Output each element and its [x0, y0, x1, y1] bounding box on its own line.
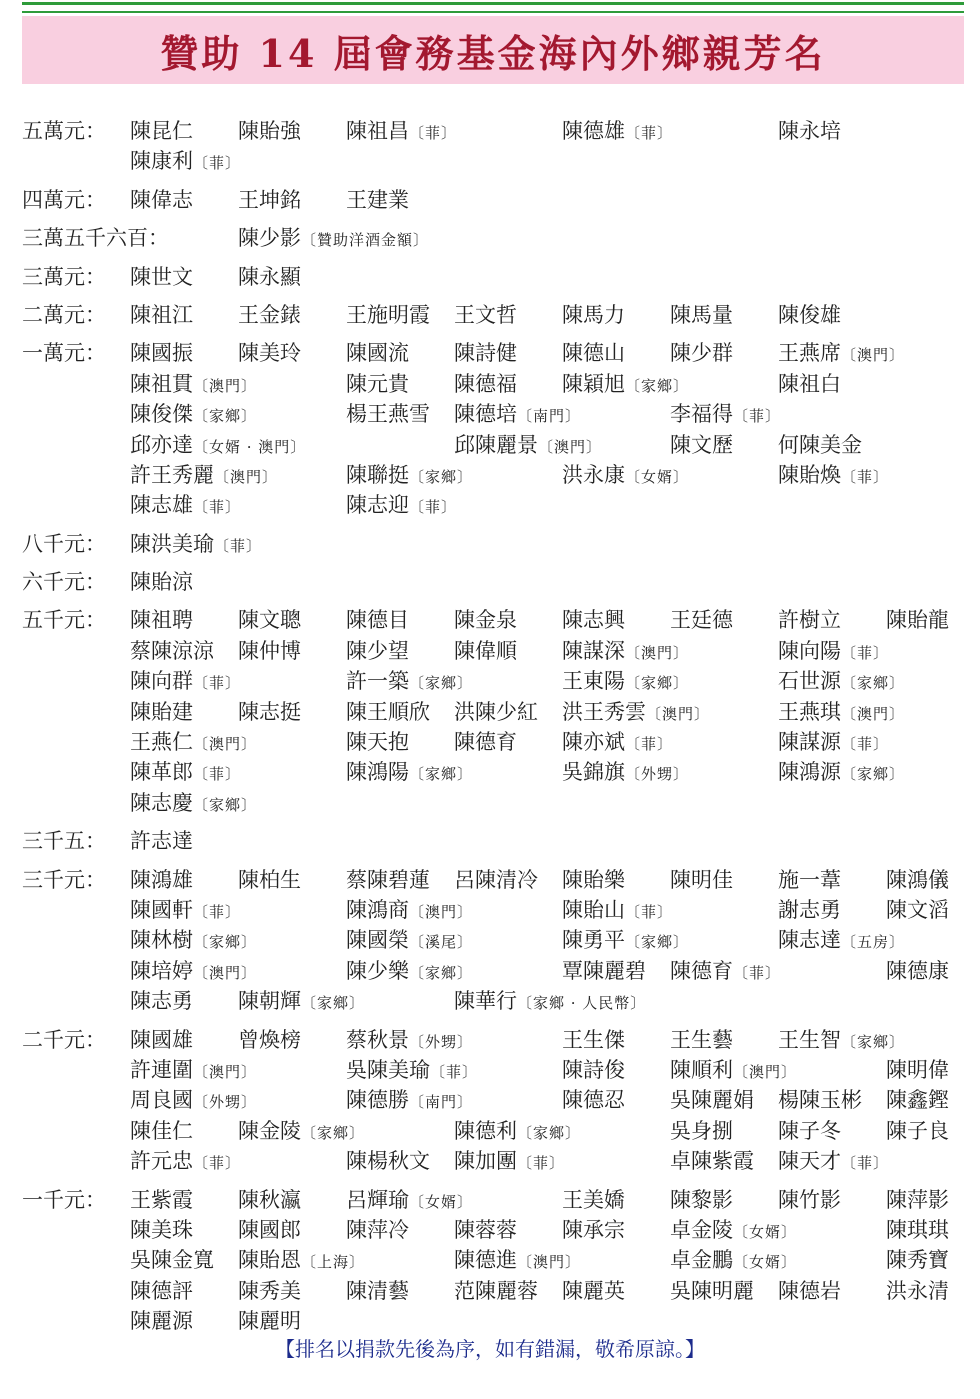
donor-name: 謝志勇 [778, 897, 841, 922]
donor-note: 〔澳門〕 [193, 963, 258, 982]
donor-name: 陳德岩 [778, 1278, 841, 1303]
donor-row [130, 788, 970, 818]
donor-name: 陳金陵〔家鄉〕 [238, 1118, 366, 1143]
donor-name: 王生傑 [562, 1027, 625, 1052]
donor-name: 陳祖白 [778, 371, 841, 396]
donor-name: 陳黎影 [670, 1187, 733, 1212]
donor-name: 洪陳少紅 [454, 699, 538, 724]
donor-name: 陳林樹〔家鄉〕 [130, 928, 258, 953]
donor-name: 陳德育〔菲〕 [670, 958, 782, 983]
donor-name: 許元忠〔菲〕 [130, 1149, 242, 1174]
donor-name: 蔡陳涼涼 [130, 638, 214, 663]
donor-row [130, 1146, 970, 1176]
donor-note: 〔澳門〕 [625, 643, 690, 662]
donor-name: 王美嬌 [562, 1187, 625, 1212]
donor-name: 陳培婷〔澳門〕 [130, 958, 258, 983]
donor-name: 陳偉順 [454, 638, 517, 663]
donor-note: 〔南門〕 [409, 1093, 474, 1112]
donor-name: 陳德育 [454, 730, 517, 755]
donor-name: 陳王順欣 [346, 699, 430, 724]
donor-name: 陳竹影 [778, 1187, 841, 1212]
donor-note: 〔菲〕 [193, 902, 242, 921]
donor-name: 陳康利〔菲〕 [130, 149, 242, 174]
donor-row [130, 369, 970, 399]
donor-name: 王燕仁〔澳門〕 [130, 730, 258, 755]
donor-name: 陳文歷 [670, 432, 733, 457]
donation-tier [0, 605, 980, 818]
donor-name: 陳加團〔菲〕 [454, 1149, 566, 1174]
donor-name: 陳志興 [562, 608, 625, 633]
donor-note: 〔菲〕 [214, 536, 263, 555]
donor-row [130, 490, 970, 520]
donor-row [130, 1116, 970, 1146]
tier-label: 三萬五千六百： [22, 226, 169, 251]
donor-name: 許連圍〔澳門〕 [130, 1057, 258, 1082]
donor-name: 陳萍冷 [346, 1217, 409, 1242]
donor-name: 陳少樂〔家鄉〕 [346, 958, 474, 983]
donor-note: 〔家鄉〕 [193, 407, 258, 426]
donor-name: 陳詩俊 [562, 1057, 625, 1082]
donor-note: 〔女婿 · 澳門〕 [193, 437, 307, 456]
donor-name: 吳身捌 [670, 1118, 733, 1143]
donor-note: 〔菲〕 [409, 124, 458, 142]
donor-name: 陳秀美 [238, 1278, 301, 1303]
page-title: 贊助 14 屆會務基金海內外鄉親芳名 [160, 30, 826, 76]
donor-note: 〔澳門〕 [193, 376, 258, 395]
donor-name: 陳德進〔澳門〕 [454, 1248, 582, 1273]
donor-row [130, 460, 970, 490]
donor-name: 陳少群 [670, 341, 733, 366]
top-rule [22, 2, 964, 5]
donor-row [130, 605, 970, 635]
donor-note: 〔菲〕 [193, 154, 242, 173]
donor-row [130, 399, 970, 429]
donor-note: 〔南門〕 [517, 407, 582, 426]
donor-note: 〔澳門〕 [517, 1253, 582, 1272]
donor-note: 〔菲〕 [430, 1062, 479, 1081]
donor-row [130, 826, 970, 856]
donor-name: 陳永顯 [238, 264, 301, 289]
donor-row [130, 262, 970, 292]
donor-name: 陳琪琪 [886, 1217, 949, 1242]
tier-label: 八千元： [22, 531, 106, 556]
donor-row [130, 636, 970, 666]
donor-name: 王金錶 [238, 302, 301, 327]
donor-name: 陳昆仁 [130, 119, 193, 143]
donor-name: 陳向陽〔菲〕 [778, 638, 890, 663]
donor-note: 〔菲〕 [841, 467, 890, 486]
donation-tier [0, 865, 980, 1017]
donor-note: 〔菲〕 [193, 498, 242, 517]
tier-label: 三千元： [22, 867, 106, 892]
donor-name: 陳子冬 [778, 1118, 841, 1143]
donor-row [130, 1055, 970, 1085]
title-banner [22, 16, 964, 84]
donor-name: 陳志勇 [130, 989, 193, 1014]
donor-name: 陳詩健 [454, 341, 517, 366]
donor-name: 陳楊秋文 [346, 1149, 430, 1174]
donor-note: 〔家鄉〕 [517, 1123, 582, 1142]
donor-note: 〔家鄉〕 [841, 765, 906, 784]
donor-name: 陳德培〔南門〕 [454, 402, 582, 427]
donor-name: 陳貽煥〔菲〕 [778, 462, 890, 487]
donation-tier [0, 338, 980, 520]
donor-name: 洪永康〔女婿〕 [562, 462, 690, 487]
donor-name: 陳勇平〔家鄉〕 [562, 928, 690, 953]
donor-name: 陳馬量 [670, 302, 733, 327]
donor-note: 〔澳門〕 [841, 346, 906, 365]
donor-note: 〔家鄉〕 [841, 1032, 906, 1051]
donation-tier [0, 1025, 980, 1177]
donor-note: 〔澳門〕 [538, 437, 603, 456]
donor-note: 〔家鄉〕 [301, 1123, 366, 1142]
donor-name: 陳貽建 [130, 699, 193, 724]
donor-row [130, 1245, 970, 1275]
donor-name: 洪永清 [886, 1278, 949, 1303]
donor-note: 〔家鄉〕 [409, 674, 474, 693]
donor-name: 王東陽〔家鄉〕 [562, 669, 690, 694]
donor-note: 〔菲〕 [193, 674, 242, 693]
donor-name: 陳德忍 [562, 1088, 625, 1113]
donor-name: 邱陳麗景〔澳門〕 [454, 432, 603, 457]
donor-name: 李福得〔菲〕 [670, 402, 782, 427]
donor-name: 王生智〔家鄉〕 [778, 1027, 906, 1052]
donor-row [130, 1025, 970, 1055]
donor-note: 〔菲〕 [625, 902, 674, 921]
donation-tier [0, 826, 980, 856]
donor-row [130, 430, 970, 460]
donor-name: 王燕琪〔澳門〕 [778, 699, 906, 724]
donor-note: 〔五房〕 [841, 933, 906, 952]
tier-label: 五萬元： [22, 119, 106, 143]
donor-name: 陳德山 [562, 341, 625, 366]
tier-label: 一萬元： [22, 341, 106, 366]
donor-name: 陳朝輝〔家鄉〕 [238, 989, 366, 1014]
donor-note: 〔家鄉〕 [625, 933, 690, 952]
donor-note: 〔家鄉〕 [301, 994, 366, 1013]
donor-name: 邱亦達〔女婿 · 澳門〕 [130, 432, 307, 457]
donation-tier [0, 300, 980, 330]
donor-name: 陳麗明 [238, 1309, 301, 1334]
donor-name: 陳鴻雄 [130, 867, 193, 892]
donation-tier [0, 1185, 980, 1337]
donor-note: 〔家鄉〕 [409, 765, 474, 784]
donor-name: 王施明霞 [346, 302, 430, 327]
donor-row [130, 146, 970, 176]
tier-label: 四萬元： [22, 187, 106, 212]
donor-name: 陳承宗 [562, 1217, 625, 1242]
donor-row [130, 185, 970, 215]
donor-row [130, 529, 970, 559]
donor-name: 許王秀麗〔澳門〕 [130, 462, 279, 487]
donor-name: 周良國〔外甥〕 [130, 1088, 258, 1113]
top-rule-thin [22, 11, 964, 13]
donor-name: 陳貽樂 [562, 867, 625, 892]
donor-name: 許一築〔家鄉〕 [346, 669, 474, 694]
donor-name: 陳清藝 [346, 1278, 409, 1303]
donor-name: 陳元貴 [346, 371, 409, 396]
donor-name: 陳祖昌〔菲〕 [346, 119, 458, 143]
donor-name: 陳德雄〔菲〕 [562, 119, 674, 143]
tier-label: 二千元： [22, 1027, 106, 1052]
donor-name: 陳天才〔菲〕 [778, 1149, 890, 1174]
donor-note: 〔菲〕 [193, 765, 242, 784]
donor-note: 〔家鄉〕 [193, 795, 258, 814]
donor-name: 王坤銘 [238, 187, 301, 212]
donor-note: 〔家鄉〕 [409, 963, 474, 982]
donor-name: 陳洪美瑜〔菲〕 [130, 531, 263, 556]
donor-name: 卓金陵〔女婿〕 [670, 1217, 798, 1242]
donor-name: 蔡秋景〔外甥〕 [346, 1027, 474, 1052]
donor-row [130, 986, 970, 1016]
donor-name: 陳祖聘 [130, 608, 193, 633]
donor-note: 〔澳門〕 [733, 1062, 798, 1081]
donor-name: 陳國雄 [130, 1027, 193, 1052]
donor-note: 〔家鄉 · 人民幣〕 [517, 994, 647, 1013]
donor-name: 陳少望 [346, 638, 409, 663]
donor-note: 〔女婿〕 [733, 1222, 798, 1241]
donation-tier [0, 223, 980, 253]
donor-name: 洪王秀雲〔澳門〕 [562, 699, 711, 724]
donor-name: 陳國振 [130, 341, 193, 366]
donor-row [130, 1306, 970, 1336]
donor-name: 吳陳金寬 [130, 1248, 214, 1273]
donor-name: 陳穎旭〔家鄉〕 [562, 371, 690, 396]
donor-note: 〔澳門〕 [193, 1062, 258, 1081]
donor-name: 陳志慶〔家鄉〕 [130, 790, 258, 815]
donor-name: 陳貽龍 [886, 608, 949, 633]
donor-note: 〔菲〕 [625, 735, 674, 754]
donor-name: 陳鴻儀 [886, 867, 949, 892]
donor-note: 〔菲〕 [733, 963, 782, 982]
donor-name: 陳子良 [886, 1118, 949, 1143]
donor-row [130, 338, 970, 368]
donor-name: 陳美珠 [130, 1217, 193, 1242]
donor-name: 陳佳仁 [130, 1118, 193, 1143]
donor-name: 陳俊雄 [778, 302, 841, 327]
donor-name: 陳秀寶 [886, 1248, 949, 1273]
donor-name: 呂陳清冷 [454, 867, 538, 892]
donor-name: 許志達 [130, 829, 193, 854]
donor-note: 〔女婿〕 [625, 467, 690, 486]
donor-note: 〔外甥〕 [409, 1032, 474, 1051]
donation-tier [0, 262, 980, 292]
donor-name: 陳鴻商〔澳門〕 [346, 897, 474, 922]
donor-name: 陳金泉 [454, 608, 517, 633]
donor-name: 陳明偉 [886, 1057, 949, 1082]
donor-name: 王廷德 [670, 608, 733, 633]
donor-name: 陳志挺 [238, 699, 301, 724]
donor-name: 楊陳玉彬 [778, 1088, 862, 1113]
tier-label: 一千元： [22, 1187, 106, 1212]
donor-name: 陳亦斌〔菲〕 [562, 730, 674, 755]
donor-row [130, 1185, 970, 1215]
donor-name: 陳俊傑〔家鄉〕 [130, 402, 258, 427]
donor-row [130, 300, 970, 330]
donor-name: 陳天抱 [346, 730, 409, 755]
donor-note: 〔贊助洋酒金額〕 [301, 231, 430, 250]
donor-name: 王燕席〔澳門〕 [778, 341, 906, 366]
donor-note: 〔澳門〕 [409, 902, 474, 921]
donor-name: 陳祖貫〔澳門〕 [130, 371, 258, 396]
donation-tier [0, 567, 980, 597]
donor-name: 施一葦 [778, 867, 841, 892]
donor-note: 〔外甥〕 [193, 1093, 258, 1112]
donor-name: 卓陳紫霞 [670, 1149, 754, 1174]
donor-name: 王文哲 [454, 302, 517, 327]
donor-name: 陳謀源〔菲〕 [778, 730, 890, 755]
donor-row [130, 223, 970, 253]
donor-name: 石世源〔家鄉〕 [778, 669, 906, 694]
donor-name: 何陳美金 [778, 432, 862, 457]
donor-name: 陳仲博 [238, 638, 301, 663]
donation-tier [0, 529, 980, 559]
donor-name: 陳永培 [778, 119, 841, 143]
donor-name: 陳明佳 [670, 867, 733, 892]
donor-name: 陳世文 [130, 264, 193, 289]
tier-label: 六千元： [22, 570, 106, 595]
donor-name: 陳貽山〔菲〕 [562, 897, 674, 922]
donor-name: 陳萍影 [886, 1187, 949, 1212]
donor-row [130, 1085, 970, 1115]
donor-note: 〔菲〕 [517, 1154, 566, 1173]
donor-note: 〔菲〕 [841, 1154, 890, 1173]
donor-name: 陳德康 [886, 958, 949, 983]
donor-row [130, 666, 970, 696]
donor-name: 陳謀深〔澳門〕 [562, 638, 690, 663]
tier-label: 三千五： [22, 829, 106, 854]
donor-note: 〔外甥〕 [625, 765, 690, 784]
donor-row [130, 567, 970, 597]
donor-row [130, 865, 970, 895]
donor-name: 陳馬力 [562, 302, 625, 327]
donor-note: 〔澳門〕 [214, 467, 279, 486]
donor-name: 陳志達〔五房〕 [778, 928, 906, 953]
donor-name: 陳德利〔家鄉〕 [454, 1118, 582, 1143]
donor-name: 陳順利〔澳門〕 [670, 1057, 798, 1082]
donor-list [0, 116, 980, 1344]
donor-name: 陳鴻源〔家鄉〕 [778, 760, 906, 785]
donor-row [130, 1276, 970, 1306]
donor-name: 卓金鵬〔女婿〕 [670, 1248, 798, 1273]
donor-row [130, 727, 970, 757]
donor-row [130, 116, 970, 146]
donor-name: 陳柏生 [238, 867, 301, 892]
donor-name: 吳陳明麗 [670, 1278, 754, 1303]
donor-row [130, 757, 970, 787]
donor-note: 〔溪尾〕 [409, 933, 474, 952]
donor-name: 陳麗源 [130, 1309, 193, 1334]
donor-note: 〔女婿〕 [733, 1253, 798, 1272]
donor-name: 陳鴻陽〔家鄉〕 [346, 760, 474, 785]
donor-note: 〔上海〕 [301, 1253, 366, 1272]
donor-name: 陳德勝〔南門〕 [346, 1088, 474, 1113]
donor-name: 陳少影〔贊助洋酒金額〕 [238, 226, 430, 251]
donor-note: 〔澳門〕 [646, 704, 711, 723]
donor-note: 〔家鄉〕 [841, 674, 906, 693]
donor-name: 陳國郎 [238, 1217, 301, 1242]
donor-name: 陳德評 [130, 1278, 193, 1303]
donor-name: 陳國榮〔溪尾〕 [346, 928, 474, 953]
donor-name: 楊王燕雪 [346, 402, 430, 427]
donor-name: 吳陳麗娟 [670, 1088, 754, 1113]
donor-name: 陳革郎〔菲〕 [130, 760, 242, 785]
donation-tier [0, 116, 980, 177]
donor-name: 陳偉志 [130, 187, 193, 212]
donor-name: 陳鑫鏗 [886, 1088, 949, 1113]
donor-name: 陳文滔 [886, 897, 949, 922]
donor-row [130, 925, 970, 955]
donor-name: 覃陳麗碧 [562, 958, 646, 983]
donor-name: 陳向群〔菲〕 [130, 669, 242, 694]
donor-row [130, 1215, 970, 1245]
donor-name: 陳貽恩〔上海〕 [238, 1248, 366, 1273]
donor-note: 〔澳門〕 [841, 704, 906, 723]
tier-label: 三萬元： [22, 264, 106, 289]
donor-name: 陳國流 [346, 341, 409, 366]
donor-name: 陳志雄〔菲〕 [130, 493, 242, 518]
donor-note: 〔菲〕 [193, 1154, 242, 1173]
donor-name: 王建業 [346, 187, 409, 212]
donor-name: 陳美玲 [238, 341, 301, 366]
donor-name: 陳祖江 [130, 302, 193, 327]
donor-name: 陳貽涼 [130, 570, 193, 595]
footer-note: 【排名以捐款先後為序，如有錯漏，敬希原諒。】 [275, 1337, 705, 1361]
donation-tier [0, 185, 980, 215]
donor-note: 〔菲〕 [409, 498, 458, 517]
donor-name: 陳蓉蓉 [454, 1217, 517, 1242]
donor-note: 〔女婿〕 [409, 1192, 474, 1211]
donor-name: 陳聯挺〔家鄉〕 [346, 462, 474, 487]
donor-note: 〔家鄉〕 [193, 933, 258, 952]
donor-name: 陳秋瀛 [238, 1187, 301, 1212]
donor-name: 陳貽強 [238, 119, 301, 143]
donor-row [130, 895, 970, 925]
donor-name: 呂輝瑜〔女婿〕 [346, 1187, 474, 1212]
donor-note: 〔菲〕 [733, 407, 782, 426]
donor-name: 王生藝 [670, 1027, 733, 1052]
tier-label: 五千元： [22, 608, 106, 633]
tier-label: 二萬元： [22, 302, 106, 327]
donor-note: 〔家鄉〕 [625, 376, 690, 395]
donor-note: 〔家鄉〕 [625, 674, 690, 693]
donor-note: 〔澳門〕 [193, 735, 258, 754]
donor-note: 〔家鄉〕 [409, 467, 474, 486]
donor-note: 〔菲〕 [625, 124, 674, 142]
donor-name: 吳錦旗〔外甥〕 [562, 760, 690, 785]
donor-name: 吳陳美瑜〔菲〕 [346, 1057, 479, 1082]
donor-name: 陳文聰 [238, 608, 301, 633]
donor-name: 曾煥榜 [238, 1027, 301, 1052]
donor-name: 王紫霞 [130, 1187, 193, 1212]
donor-name: 范陳麗蓉 [454, 1278, 538, 1303]
donor-name: 蔡陳碧蓮 [346, 867, 430, 892]
donor-name: 陳志迎〔菲〕 [346, 493, 458, 518]
donor-name: 陳德目 [346, 608, 409, 633]
donor-name: 陳國軒〔菲〕 [130, 897, 242, 922]
donor-note: 〔菲〕 [841, 643, 890, 662]
donor-row [130, 956, 970, 986]
donor-note: 〔菲〕 [841, 735, 890, 754]
donor-name: 陳華行〔家鄉 · 人民幣〕 [454, 989, 647, 1014]
donor-row [130, 697, 970, 727]
donor-name: 陳德福 [454, 371, 517, 396]
donor-name: 許樹立 [778, 608, 841, 633]
donor-name: 陳麗英 [562, 1278, 625, 1303]
